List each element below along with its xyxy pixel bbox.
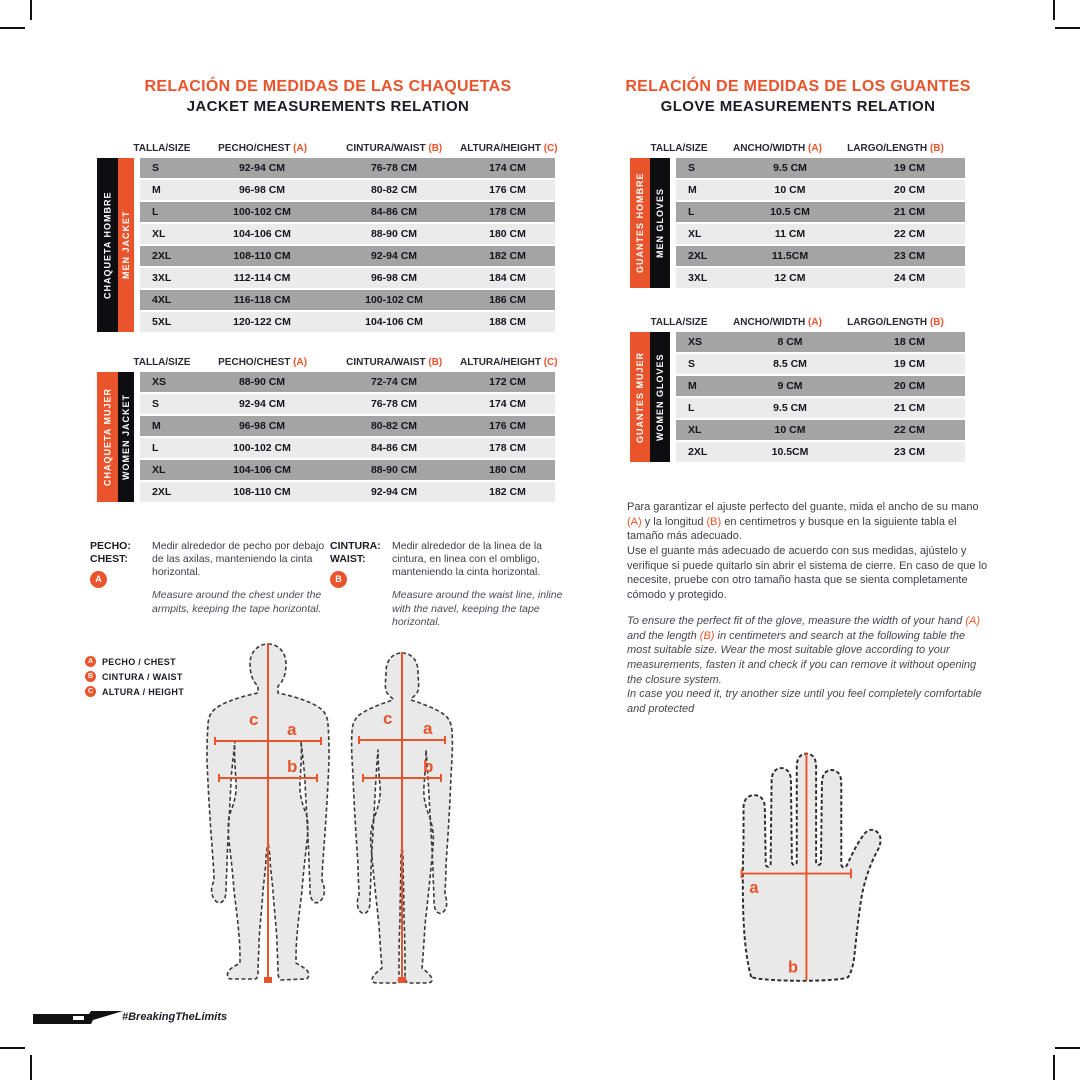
- row-chest: 96-98 CM: [238, 420, 286, 432]
- row-length: 20 CM: [894, 184, 925, 196]
- table-row: [676, 420, 965, 440]
- table-rows: [140, 158, 555, 332]
- row-chest: 92-94 CM: [238, 162, 286, 174]
- hand-label-b: b: [788, 958, 799, 977]
- row-height: 174 CM: [489, 162, 526, 174]
- row-size: XL: [688, 424, 702, 436]
- table-row: [140, 180, 555, 200]
- brand-logo: [33, 1010, 128, 1026]
- crop-mark: [1053, 0, 1055, 20]
- waist-note-labels: CINTURA: WAIST: B: [330, 540, 386, 629]
- row-width: 11.5CM: [771, 250, 809, 262]
- row-waist: 76-78 CM: [370, 162, 418, 174]
- side-label-es: CHAQUETA MUJER: [97, 372, 118, 502]
- table-glove-men: [630, 143, 965, 288]
- row-size: L: [688, 206, 695, 218]
- row-size: XL: [688, 228, 702, 240]
- crop-mark: [30, 1055, 32, 1080]
- header-chest: PECHO/CHEST (A): [218, 143, 308, 154]
- table-row: [140, 416, 555, 436]
- row-height: 186 CM: [489, 294, 526, 306]
- row-chest: 88-90 CM: [238, 376, 286, 388]
- row-width: 10 CM: [774, 184, 806, 196]
- row-height: 188 CM: [489, 316, 526, 328]
- hand-outline: [743, 754, 881, 981]
- row-length: 19 CM: [894, 162, 925, 174]
- row-width: 12 CM: [774, 272, 806, 284]
- row-waist: 76-78 CM: [370, 398, 418, 410]
- row-height: 184 CM: [489, 272, 526, 284]
- row-width: 10.5 CM: [770, 206, 810, 218]
- header-size: TALLA/SIZE: [650, 143, 708, 154]
- crop-mark: [1053, 1055, 1055, 1080]
- row-size: S: [688, 358, 696, 370]
- glove-note-es: Para garantizar el ajuste perfecto del guante, mida el ancho de su mano (A) y la longitud (B) en centimetros y busque en la siguiente tabla el tamaño más adecuado. Use el guante más adecuado de acuerdo con sus medidas, ajústelo y verifique si puede quitarlo sin abrir el sistema de cierre. En caso de que lo necesite, pruebe con otro tamaño hasta que se sienta completamente cómodo y protegido.: [627, 501, 988, 601]
- key-a-ref: (A): [965, 615, 981, 627]
- header-size: TALLA/SIZE: [133, 143, 191, 154]
- row-length: 24 CM: [894, 272, 925, 284]
- row-size: 2XL: [688, 250, 708, 262]
- header-chest: PECHO/CHEST (A): [218, 357, 308, 368]
- row-waist: 100-102 CM: [365, 294, 423, 306]
- table-row: [140, 268, 555, 288]
- row-waist: 80-82 CM: [370, 420, 418, 432]
- row-height: 180 CM: [489, 228, 526, 240]
- row-width: 8 CM: [777, 336, 803, 348]
- row-length: 21 CM: [894, 402, 925, 414]
- measure-a-icon: A: [90, 571, 107, 588]
- side-label-en: WOMEN GLOVES: [650, 332, 670, 462]
- table-row: [140, 224, 555, 244]
- row-length: 23 CM: [894, 250, 925, 262]
- crop-mark: [30, 0, 32, 20]
- row-size: M: [688, 184, 697, 196]
- row-waist: 72-74 CM: [370, 376, 418, 388]
- row-size: L: [152, 442, 159, 454]
- gloves-title-es: RELACIÓN DE MEDIDAS DE LOS GUANTES: [625, 78, 971, 95]
- row-chest: 100-102 CM: [233, 442, 291, 454]
- table-row: [676, 398, 965, 418]
- header-height: ALTURA/HEIGHT (C): [460, 143, 558, 154]
- legend-label: PECHO / CHEST: [102, 656, 176, 667]
- table-row: [676, 332, 965, 352]
- row-height: 176 CM: [489, 420, 526, 432]
- table-jacket-men: [97, 143, 558, 332]
- key-a-ref: (A): [627, 515, 642, 528]
- header-width: ANCHO/WIDTH (A): [733, 143, 822, 154]
- table-row: [676, 268, 965, 288]
- header-waist: CINTURA/WAIST (B): [346, 357, 443, 368]
- row-chest: 92-94 CM: [238, 398, 286, 410]
- male-height-line-end: [264, 977, 272, 983]
- side-label-en: WOMEN JACKET: [118, 372, 134, 502]
- gloves-title-en: GLOVE MEASUREMENTS RELATION: [660, 98, 936, 115]
- row-length: 20 CM: [894, 380, 925, 392]
- row-size: 4XL: [152, 294, 172, 306]
- crop-mark: [1055, 1047, 1080, 1049]
- table-row: [140, 460, 555, 480]
- row-size: XL: [152, 464, 166, 476]
- row-size: L: [152, 206, 159, 218]
- female-label-a: a: [423, 719, 433, 738]
- row-size: S: [688, 162, 696, 174]
- row-size: S: [152, 398, 160, 410]
- row-size: XS: [152, 376, 167, 388]
- table-row: [140, 290, 555, 310]
- chest-note-labels: PECHO: CHEST: A: [90, 540, 146, 616]
- row-waist: 84-86 CM: [370, 206, 418, 218]
- legend-key-icon: C: [85, 686, 96, 697]
- side-label-es: GUANTES HOMBRE: [630, 158, 650, 288]
- row-height: 180 CM: [489, 464, 526, 476]
- table-header: [97, 357, 558, 368]
- measure-legend: [85, 656, 184, 697]
- glove-note-en: To ensure the perfect fit of the glove, measure the width of your hand (A) and the length (B) in centimeters and search at the following table the most suitable size. Wear the most suitable glove according to your measurements, fasten it and check if you can remove it without opening the closure system. In case you need it, try another size until you feel completely comfortable and protected: [627, 615, 982, 715]
- gloves-title: [615, 78, 981, 115]
- row-size: 2XL: [688, 446, 708, 458]
- table-row: [676, 180, 965, 200]
- crop-mark: [0, 27, 25, 29]
- table-row: [140, 482, 555, 502]
- row-waist: 92-94 CM: [370, 250, 418, 262]
- table-row: [676, 376, 965, 396]
- row-length: 23 CM: [894, 446, 925, 458]
- male-label-b: b: [287, 757, 298, 776]
- row-waist: 96-98 CM: [370, 272, 418, 284]
- row-height: 182 CM: [489, 250, 526, 262]
- row-height: 178 CM: [489, 206, 526, 218]
- table-row: [676, 442, 965, 462]
- header-size: TALLA/SIZE: [133, 357, 191, 368]
- legend-item: [85, 656, 184, 667]
- female-label-b: b: [423, 757, 434, 776]
- row-size: XS: [688, 336, 703, 348]
- jackets-title-es: RELACIÓN DE MEDIDAS DE LAS CHAQUETAS: [144, 78, 512, 95]
- row-size: 3XL: [688, 272, 708, 284]
- table-row: [140, 372, 555, 392]
- row-width: 10 CM: [774, 424, 806, 436]
- row-waist: 88-90 CM: [370, 464, 418, 476]
- row-chest: 100-102 CM: [233, 206, 291, 218]
- row-size: 2XL: [152, 486, 172, 498]
- row-height: 172 CM: [489, 376, 526, 388]
- footer-hashtag: #BreakingTheLimits: [122, 1011, 228, 1023]
- legend-item: [85, 671, 184, 682]
- table-row: [140, 438, 555, 458]
- female-silhouette-figure: [327, 650, 477, 985]
- male-label-a: a: [287, 720, 297, 739]
- row-chest: 108-110 CM: [233, 486, 291, 498]
- table-row: [140, 312, 555, 332]
- row-chest: 116-118 CM: [233, 294, 291, 306]
- legend-label: ALTURA / HEIGHT: [102, 686, 184, 697]
- key-b-ref: (B): [699, 629, 715, 642]
- table-row: [140, 246, 555, 266]
- table-glove-women: [630, 317, 965, 462]
- row-size: L: [688, 402, 695, 414]
- side-label-en: MEN GLOVES: [650, 158, 670, 288]
- row-size: M: [152, 420, 161, 432]
- row-chest: 112-114 CM: [233, 272, 291, 284]
- chest-note: [90, 540, 325, 616]
- row-size: S: [152, 162, 160, 174]
- table-row: [676, 246, 965, 266]
- glove-hand-figure: [722, 740, 887, 982]
- row-height: 176 CM: [489, 184, 526, 196]
- row-size: M: [152, 184, 161, 196]
- table-row: [676, 158, 965, 178]
- legend-label: CINTURA / WAIST: [102, 671, 183, 682]
- table-rows: [676, 158, 965, 288]
- table-row: [140, 394, 555, 414]
- header-waist: CINTURA/WAIST (B): [346, 143, 443, 154]
- legend-key-icon: A: [85, 656, 96, 667]
- header-size: TALLA/SIZE: [650, 317, 708, 328]
- row-size: 2XL: [152, 250, 172, 262]
- hand-label-a: a: [749, 878, 759, 897]
- header-length: LARGO/LENGTH (B): [847, 143, 944, 154]
- legend-key-icon: B: [85, 671, 96, 682]
- table-row: [676, 224, 965, 244]
- table-header: [630, 143, 965, 154]
- header-height: ALTURA/HEIGHT (C): [460, 357, 558, 368]
- row-width: 9.5 CM: [773, 162, 807, 174]
- table-jacket-women: [97, 357, 558, 502]
- row-width: 11 CM: [774, 228, 806, 240]
- table-rows: [676, 332, 965, 462]
- jackets-title-en: JACKET MEASUREMENTS RELATION: [186, 98, 470, 115]
- waist-note: [330, 540, 565, 629]
- row-length: 22 CM: [894, 228, 925, 240]
- row-waist: 92-94 CM: [370, 486, 418, 498]
- row-length: 18 CM: [894, 336, 925, 348]
- table-rows: [140, 372, 555, 502]
- jackets-title: [90, 78, 566, 115]
- row-height: 178 CM: [489, 442, 526, 454]
- key-b-ref: (B): [706, 515, 722, 528]
- row-waist: 84-86 CM: [370, 442, 418, 454]
- row-waist: 104-106 CM: [365, 316, 423, 328]
- crop-mark: [0, 1047, 25, 1049]
- header-width: ANCHO/WIDTH (A): [733, 317, 822, 328]
- header-length: LARGO/LENGTH (B): [847, 317, 944, 328]
- waist-note-es: Medir alrededor de la linea de la cintura, en linea con el ombligo, manteniendo la cinta horizontal.: [392, 540, 543, 579]
- row-size: 3XL: [152, 272, 172, 284]
- female-height-line-end: [398, 977, 406, 983]
- table-header: [630, 317, 965, 328]
- row-width: 8.5 CM: [773, 358, 807, 370]
- row-length: 21 CM: [894, 206, 925, 218]
- row-chest: 104-106 CM: [233, 228, 291, 240]
- row-size: XL: [152, 228, 166, 240]
- row-chest: 120-122 CM: [233, 316, 291, 328]
- legend-item: [85, 686, 184, 697]
- row-width: 9.5 CM: [773, 402, 807, 414]
- female-label-c: c: [383, 709, 393, 728]
- waist-note-en: Measure around the waist line, inline with the navel, keeping the tape horizontal.: [392, 589, 563, 628]
- row-size: M: [688, 380, 697, 392]
- row-width: 9 CM: [777, 380, 803, 392]
- row-length: 19 CM: [894, 358, 925, 370]
- side-label-en: MEN JACKET: [118, 158, 134, 332]
- row-chest: 108-110 CM: [233, 250, 291, 262]
- table-row: [676, 202, 965, 222]
- chest-note-es: Medir alrededor de pecho por debajo de las axilas, manteniendo la cinta horizontal.: [152, 540, 325, 579]
- row-chest: 96-98 CM: [238, 184, 286, 196]
- table-header: [97, 143, 558, 154]
- side-label-es: GUANTES MUJER: [630, 332, 650, 462]
- row-height: 182 CM: [489, 486, 526, 498]
- table-row: [676, 354, 965, 374]
- row-size: 5XL: [152, 316, 172, 328]
- crop-mark: [1055, 27, 1080, 29]
- male-label-c: c: [249, 710, 259, 729]
- row-length: 22 CM: [894, 424, 925, 436]
- table-row: [140, 202, 555, 222]
- row-waist: 88-90 CM: [370, 228, 418, 240]
- row-height: 174 CM: [489, 398, 526, 410]
- side-label-es: CHAQUETA HOMBRE: [97, 158, 118, 332]
- table-row: [140, 158, 555, 178]
- chest-note-en: Measure around the chest under the armpits, keeping the tape horizontal.: [152, 589, 322, 615]
- row-chest: 104-106 CM: [233, 464, 291, 476]
- row-waist: 80-82 CM: [370, 184, 418, 196]
- row-width: 10.5CM: [771, 446, 809, 458]
- measure-b-icon: B: [330, 571, 347, 588]
